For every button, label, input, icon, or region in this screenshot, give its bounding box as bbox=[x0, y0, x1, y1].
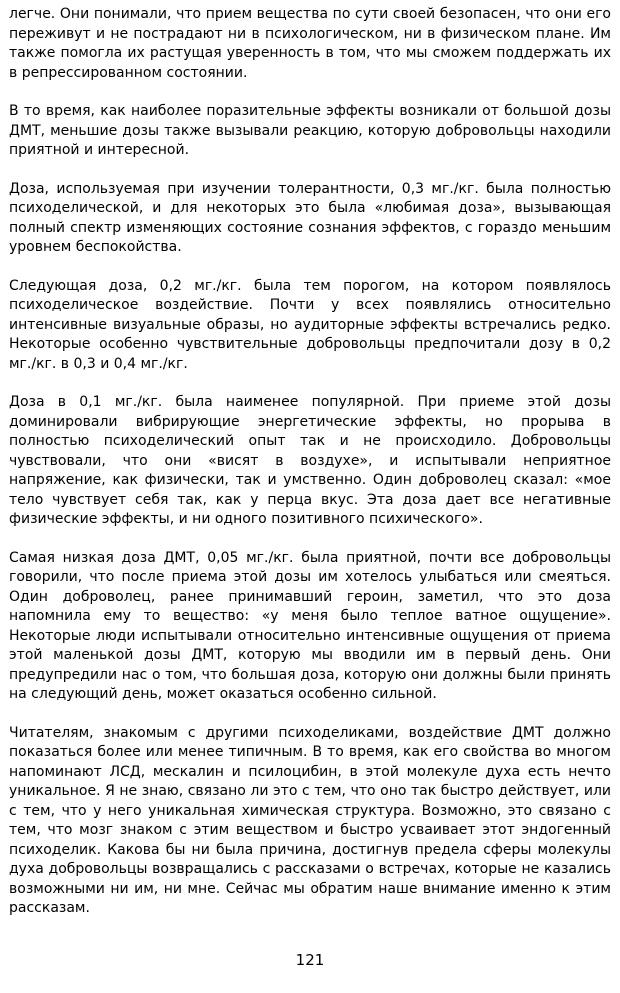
paragraph-2: В то время, как наиболее поразительные эффекты возникали от большой дозы ДМТ, меньшие дозы также вызывали реакцию, которую добровольцы находили приятной и интересной. bbox=[9, 103, 611, 158]
page-number: 121 bbox=[295, 951, 325, 969]
page-text bbox=[9, 5, 611, 919]
paragraph-6: Самая низкая доза ДМТ, 0,05 мг./кг. была приятной, почти все добровольцы говорили, что после приема этой дозы им хотелось улыбаться или смеяться. Один доброволец, ранее принимавший героин, заметил, что это доза напомнила ему то вещество: «у меня было теплое ватное ощущение». Некоторые люди испытывали относительно интенсивные ощущения от приема этой маленькой дозы ДМТ, которую мы вводили им в первый день. Они предупредили нас о том, что большая доза, которую они должны были принять на следующий день, может оказаться особенно сильной. bbox=[9, 549, 611, 702]
paragraph-1: легче. Они понимали, что прием вещества по сути своей безопасен, что они его переживут и не пострадают ни в психологическом, ни в физическом плане. Им также помогла их растущая уверенность в том, что мы сможем поддержать их в репрессированном состоянии. bbox=[9, 6, 611, 81]
paragraph-7: Читателям, знакомым с другими психоделиками, воздействие ДМТ должно показаться более или менее типичным. В то время, как его свойства во многом напоминают ЛСД, мескалин и псилоцибин, в этой молекуле духа есть нечто уникальное. Я не знаю, связано ли это с тем, что оно так быстро действует, или с тем, что у него уникальная химическая структура. Возможно, это связано с тем, что мозг знаком с этим веществом и быстро усваивает этот эндогенный психоделик. Какова бы ни была причина, достигнув предела сферы молекулы духа добровольцы возвращались с рассказами о встречах, которые не казались возможными ни им, ни мне. Сейчас мы обратим наше внимание именно к этим рассказам. bbox=[9, 724, 611, 916]
paragraph-3: Доза, используемая при изучении толерантности, 0,3 мг./кг. была полностью психоделической, и для некоторых это была «любимая доза», вызывающая полный спектр изменяющих состояние сознания эффектов, с гораздо меньшим уровнем беспокойства. bbox=[9, 180, 611, 255]
paragraph-4: Следующая доза, 0,2 мг./кг. была тем порогом, на котором появлялось психоделическое воздействие. Почти у всех появлялись относительно интенсивные визуальные образы, но аудиторные эффекты встречались редко. Некоторые особенно чувствительные добровольцы предпочитали дозу в 0,2 мг./кг. в 0,3 и 0,4 мг./кг. bbox=[9, 277, 611, 372]
paragraph-5: Доза в 0,1 мг./кг. была наименее популярной. При приеме этой дозы доминировали вибрирующие энергетические эффекты, но прорыва в полностью психоделический опыт так и не происходило. Добровольцы чувствовали, что они «висят в воздухе», и испытывали неприятное напряжение, как физически, так и умственно. Один доброволец сказал: «мое тело чувствует себя так, как у перца вкус. Эта доза дает все негативные физические эффекты, и ни одного позитивного психического». bbox=[9, 394, 611, 527]
